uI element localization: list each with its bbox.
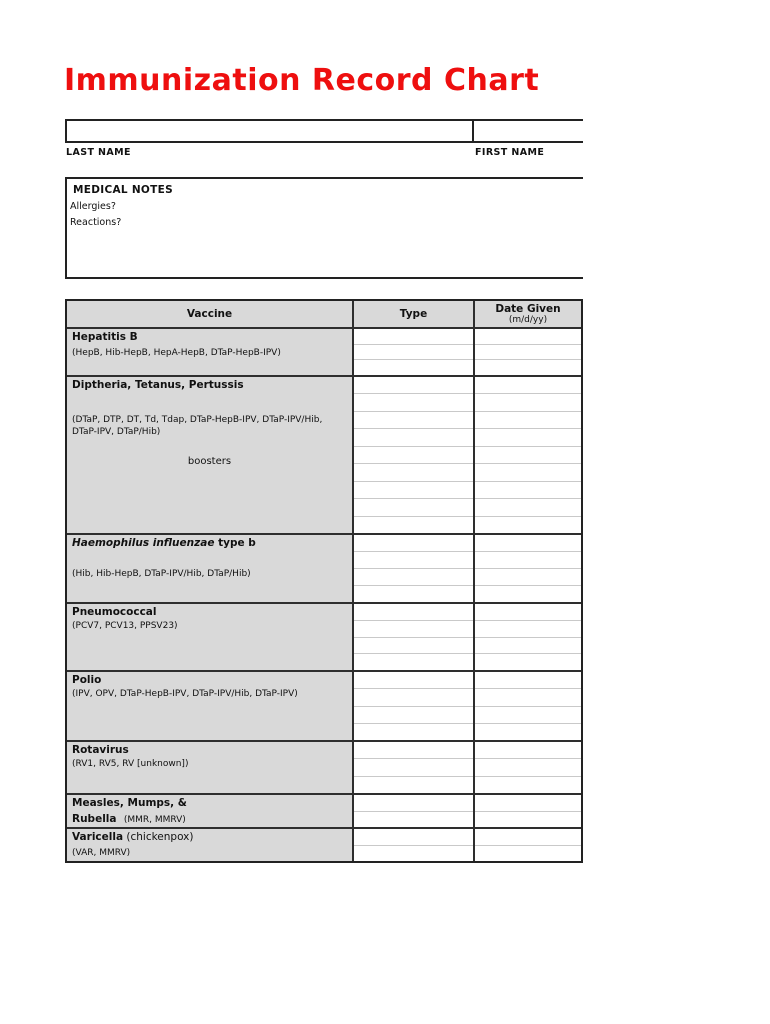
- type-entry-cell[interactable]: [354, 517, 473, 533]
- vaccine-name: Hepatitis B: [72, 331, 138, 343]
- vaccine-section-varicella: [67, 829, 581, 861]
- date-column-rotavirus: [475, 742, 581, 793]
- date-given-label: Date Given: [495, 302, 561, 315]
- vaccine-name: Pneumococcal: [72, 606, 157, 618]
- date-entry-cell[interactable]: [475, 638, 581, 655]
- date-entry-cell[interactable]: [475, 429, 581, 446]
- vaccine-cell-haemophilus-influenzae-type-b: [67, 535, 354, 602]
- type-column-haemophilus-influenzae-type-b: [354, 535, 475, 602]
- date-entry-cell[interactable]: [475, 759, 581, 776]
- vaccine-abbreviations: (RV1, RV5, RV [unknown]): [72, 759, 189, 769]
- type-column-pneumococcal: [354, 604, 475, 670]
- date-entry-cell[interactable]: [475, 394, 581, 411]
- vaccine-section-diptheria-tetanus-pertussis: [67, 377, 581, 535]
- date-entry-cell[interactable]: [475, 482, 581, 499]
- type-entry-cell[interactable]: [354, 360, 473, 375]
- date-entry-cell[interactable]: [475, 654, 581, 670]
- date-entry-cell[interactable]: [475, 412, 581, 429]
- date-column-hepatitis-b: [475, 329, 581, 375]
- vaccine-abbreviations: (VAR, MMRV): [72, 848, 131, 858]
- type-entry-cell[interactable]: [354, 482, 473, 499]
- vaccine-section-measles-mumps-rubella: [67, 795, 581, 829]
- vaccine-name: Measles, Mumps, &: [72, 797, 187, 809]
- date-entry-cell[interactable]: [475, 447, 581, 464]
- date-entry-cell[interactable]: [475, 795, 581, 812]
- date-entry-cell[interactable]: [475, 464, 581, 481]
- type-entry-cell[interactable]: [354, 394, 473, 411]
- type-entry-cell[interactable]: [354, 621, 473, 638]
- vaccine-name: Varicella (chickenpox): [72, 831, 194, 843]
- date-column-measles-mumps-rubella: [475, 795, 581, 827]
- date-entry-cell[interactable]: [475, 377, 581, 394]
- type-entry-cell[interactable]: [354, 429, 473, 446]
- type-column-hepatitis-b: [354, 329, 475, 375]
- vaccine-name: Diptheria, Tetanus, Pertussis: [72, 379, 244, 391]
- vaccine-cell-diptheria-tetanus-pertussis: [67, 377, 354, 533]
- vaccine-name: Polio: [72, 674, 102, 686]
- type-entry-cell[interactable]: [354, 707, 473, 724]
- last-name-label: LAST NAME: [66, 147, 131, 158]
- type-entry-cell[interactable]: [354, 464, 473, 481]
- type-entry-cell[interactable]: [354, 812, 473, 828]
- vaccine-section-haemophilus-influenzae-type-b: [67, 535, 581, 604]
- type-column-header: Type: [354, 301, 475, 327]
- date-entry-cell[interactable]: [475, 329, 581, 345]
- vaccine-section-polio: [67, 672, 581, 742]
- date-entry-cell[interactable]: [475, 569, 581, 586]
- type-entry-cell[interactable]: [354, 535, 473, 552]
- vaccine-name: Rubella (MMR, MMRV): [72, 813, 186, 825]
- date-column-haemophilus-influenzae-type-b: [475, 535, 581, 602]
- type-column-measles-mumps-rubella: [354, 795, 475, 827]
- type-entry-cell[interactable]: [354, 672, 473, 689]
- type-entry-cell[interactable]: [354, 689, 473, 706]
- first-name-label: FIRST NAME: [475, 147, 545, 158]
- type-entry-cell[interactable]: [354, 742, 473, 759]
- type-entry-cell[interactable]: [354, 654, 473, 670]
- page-title: Immunization Record Chart: [64, 63, 540, 98]
- type-column-polio: [354, 672, 475, 740]
- name-labels: [65, 147, 583, 161]
- date-entry-cell[interactable]: [475, 586, 581, 602]
- date-given-column-header: [475, 301, 581, 327]
- vaccine-cell-varicella: [67, 829, 354, 861]
- date-entry-cell[interactable]: [475, 689, 581, 706]
- vaccine-name: Haemophilus influenzae type b: [72, 537, 256, 549]
- type-entry-cell[interactable]: [354, 412, 473, 429]
- first-name-field[interactable]: [474, 121, 583, 141]
- date-entry-cell[interactable]: [475, 707, 581, 724]
- type-column-rotavirus: [354, 742, 475, 793]
- immunization-table: [65, 299, 583, 863]
- date-entry-cell[interactable]: [475, 829, 581, 846]
- table-header-row: [67, 301, 581, 329]
- type-entry-cell[interactable]: [354, 604, 473, 621]
- date-entry-cell[interactable]: [475, 846, 581, 862]
- date-format-label: (m/d/yy): [508, 314, 548, 325]
- type-entry-cell[interactable]: [354, 329, 473, 345]
- type-column-varicella: [354, 829, 475, 861]
- date-entry-cell[interactable]: [475, 724, 581, 740]
- date-entry-cell[interactable]: [475, 360, 581, 375]
- name-fields-row: [65, 119, 583, 143]
- vaccine-abbreviations: (IPV, OPV, DTaP-HepB-IPV, DTaP-IPV/Hib, DTaP-IPV): [72, 689, 298, 699]
- date-column-diptheria-tetanus-pertussis: [475, 377, 581, 533]
- vaccine-column-header: Vaccine: [67, 301, 354, 327]
- type-column-diptheria-tetanus-pertussis: [354, 377, 475, 533]
- date-column-polio: [475, 672, 581, 740]
- vaccine-abbreviations: (Hib, Hib-HepB, DTaP-IPV/Hib, DTaP/Hib): [72, 569, 251, 579]
- date-entry-cell[interactable]: [475, 499, 581, 516]
- date-entry-cell[interactable]: [475, 742, 581, 759]
- type-entry-cell[interactable]: [354, 846, 473, 862]
- type-entry-cell[interactable]: [354, 777, 473, 793]
- vaccine-abbreviations: (HepB, Hib-HepB, HepA-HepB, DTaP-HepB-IPV): [72, 348, 281, 358]
- type-entry-cell[interactable]: [354, 724, 473, 740]
- type-entry-cell[interactable]: [354, 586, 473, 602]
- date-entry-cell[interactable]: [475, 672, 581, 689]
- date-column-varicella: [475, 829, 581, 861]
- date-entry-cell[interactable]: [475, 812, 581, 828]
- vaccine-section-pneumococcal: [67, 604, 581, 672]
- vaccine-section-rotavirus: [67, 742, 581, 795]
- vaccine-section-hepatitis-b: [67, 329, 581, 377]
- date-entry-cell[interactable]: [475, 621, 581, 638]
- boosters-note: boosters: [187, 456, 232, 467]
- reactions-prompt: Reactions?: [70, 217, 122, 228]
- date-entry-cell[interactable]: [475, 604, 581, 621]
- vaccine-name: Rotavirus: [72, 744, 129, 756]
- table-body: [67, 329, 581, 861]
- type-entry-cell[interactable]: [354, 638, 473, 655]
- vaccine-cell-polio: [67, 672, 354, 740]
- last-name-field[interactable]: [67, 121, 474, 141]
- type-entry-cell[interactable]: [354, 795, 473, 812]
- date-entry-cell[interactable]: [475, 517, 581, 533]
- type-entry-cell[interactable]: [354, 552, 473, 569]
- type-entry-cell[interactable]: [354, 377, 473, 394]
- allergies-prompt: Allergies?: [70, 201, 116, 212]
- type-entry-cell[interactable]: [354, 447, 473, 464]
- type-entry-cell[interactable]: [354, 829, 473, 846]
- type-entry-cell[interactable]: [354, 345, 473, 361]
- vaccine-cell-measles-mumps-rubella: [67, 795, 354, 827]
- vaccine-cell-rotavirus: [67, 742, 354, 793]
- date-entry-cell[interactable]: [475, 552, 581, 569]
- date-entry-cell[interactable]: [475, 777, 581, 793]
- vaccine-cell-pneumococcal: [67, 604, 354, 670]
- date-entry-cell[interactable]: [475, 535, 581, 552]
- vaccine-abbreviations: (PCV7, PCV13, PPSV23): [72, 621, 178, 631]
- vaccine-cell-hepatitis-b: [67, 329, 354, 375]
- date-column-pneumococcal: [475, 604, 581, 670]
- type-entry-cell[interactable]: [354, 569, 473, 586]
- type-entry-cell[interactable]: [354, 499, 473, 516]
- vaccine-abbreviations: (DTaP, DTP, DT, Td, Tdap, DTaP-HepB-IPV, DTaP-IPV/Hib, DTaP-IPV, DTaP/Hib): [72, 415, 323, 437]
- medical-notes-box[interactable]: [65, 177, 583, 279]
- medical-notes-title: MEDICAL NOTES: [73, 184, 173, 196]
- date-entry-cell[interactable]: [475, 345, 581, 361]
- type-entry-cell[interactable]: [354, 759, 473, 776]
